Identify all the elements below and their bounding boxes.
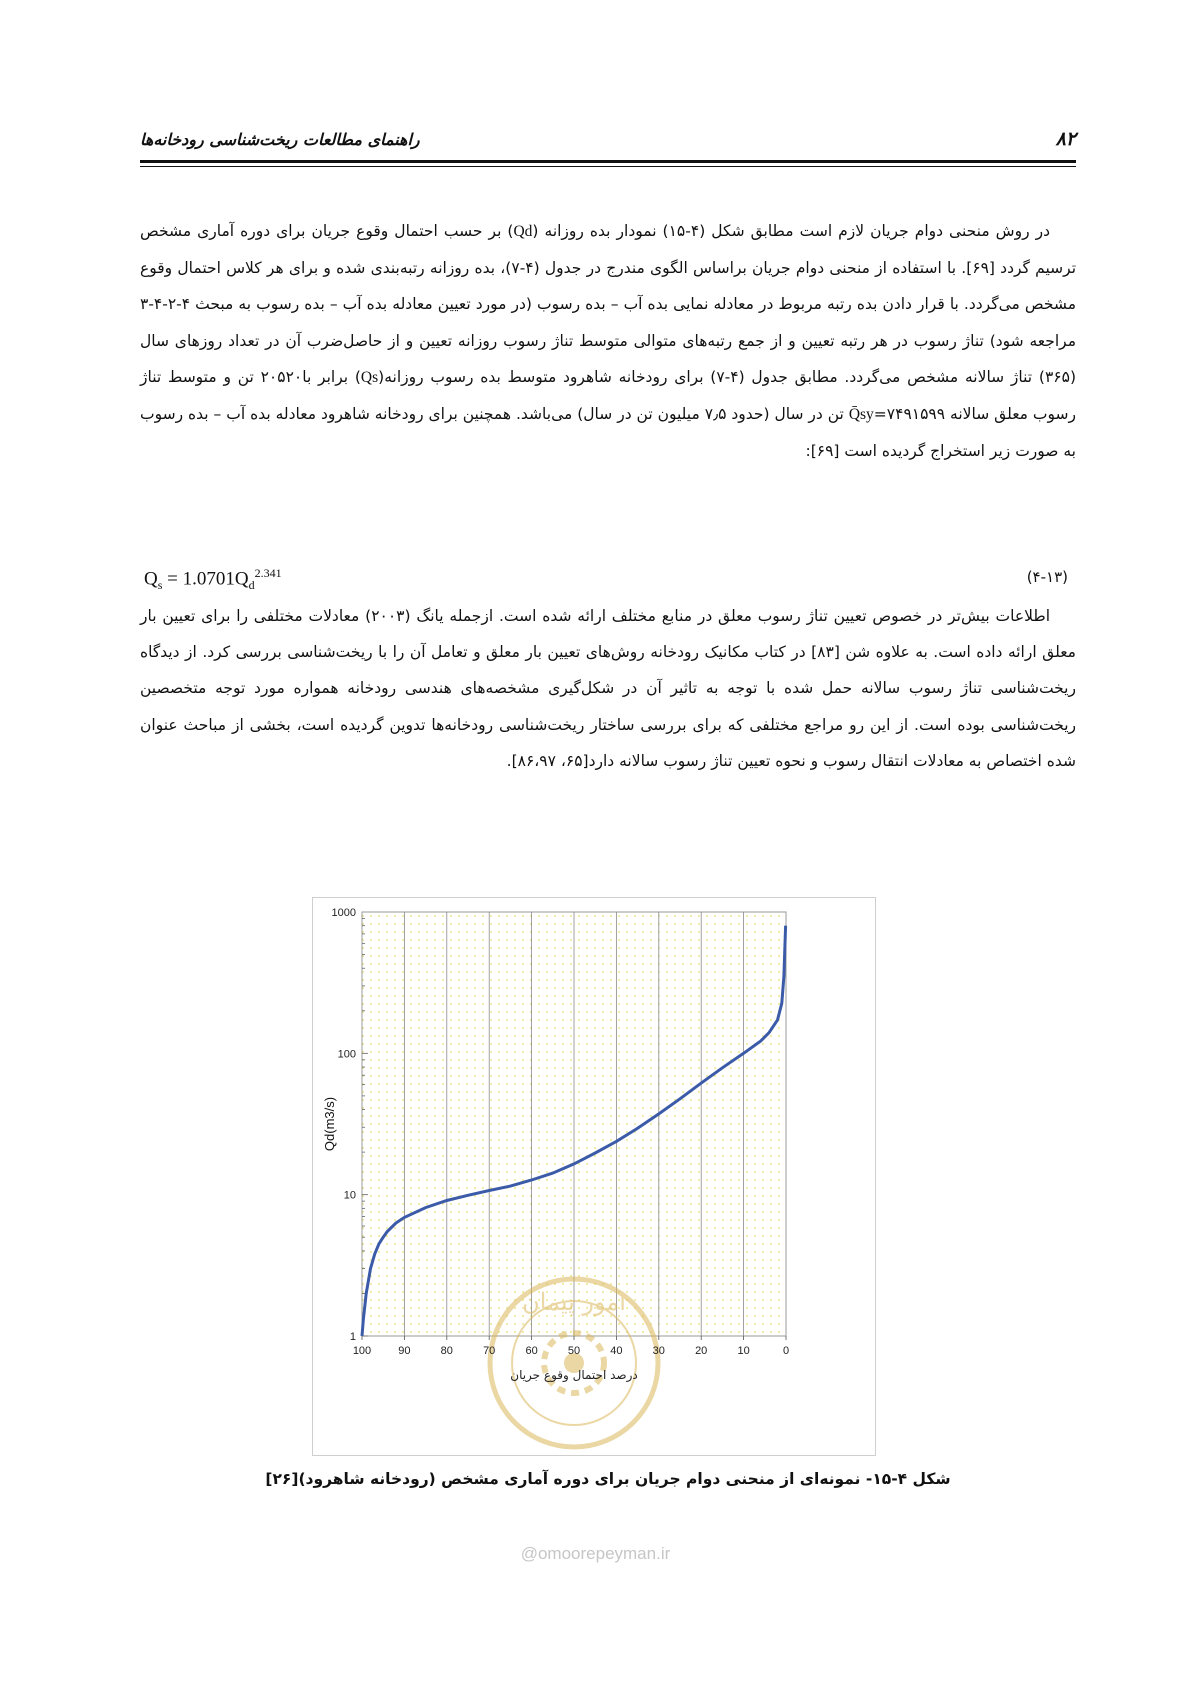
figure-frame — [312, 897, 876, 1456]
watermark-seal-text: امور پیمان — [522, 1288, 626, 1316]
x-axis-label: درصد احتمال وقوع جریان — [510, 1368, 638, 1382]
para2-text: اطلاعات بیش‌تر در خصوص تعیین تناژ رسوب معلق در منابع مختلف ارائه شده است. ازجمله یانگ (۲۰۰۳) معادلات مختلفی را برای تعیین بار معلق ارائه داده است. به علاوه شن [۸۳] در کتاب مکانیک رودخانه روش‌های تعیین بار معلق و تعامل آن را با ریخت‌شناسی بررسی کرد. از دیدگاه ریخت‌شناسی تناژ رسوب سالانه حمل شده با توجه به تاثیر آن در شکل‌گیری مشخصه‌های هندسی رودخانه همواره مورد توجه متخصصین ریخت‌شناسی بوده است. از این رو مراجع مختلفی که برای بررسی ساختار ریخت‌شناسی رودخانه‌ها تدوین گردیده است، بخشی از مباحث عنوان شده اختصاص به معادلات انتقال رسوب و نحوه تعیین تناژ رسوب سالانه دارد[۶۵، ۸۶،۹۷]. — [140, 607, 1076, 770]
y-tick-label: 1 — [349, 1331, 356, 1343]
eq-lhs: Q — [144, 568, 158, 590]
figure-caption: شکل ۴-۱۵- نمونه‌ای از منحنی دوام جریان برای دوره آماری مشخص (رودخانه شاهرود)[۲۶] — [265, 1470, 951, 1488]
x-tick-label: 70 — [483, 1345, 496, 1357]
para1-text-a: در روش منحنی دوام جریان لازم است مطابق شکل (۴-۱۵) نمودار بده روزانه ( — [532, 222, 1050, 240]
x-tick-label: 50 — [567, 1345, 581, 1357]
y-tick-label: 10 — [343, 1189, 356, 1202]
watermark-seal — [490, 1279, 658, 1447]
x-tick-label: 40 — [610, 1345, 623, 1357]
x-tick-label: 60 — [525, 1345, 538, 1357]
x-tick-labels — [353, 1345, 789, 1357]
y-axis-label: Qd(m3/s) — [322, 1096, 337, 1152]
equation-formula — [144, 566, 282, 593]
symbol-qd: Qd — [513, 223, 533, 240]
x-tick-label: 100 — [352, 1345, 372, 1357]
eq-rhs-exponent: 2.341 — [254, 566, 282, 580]
equation-row — [140, 566, 1076, 596]
x-tick-label: 0 — [782, 1345, 790, 1357]
symbol-qs: Qs — [360, 368, 379, 386]
para1-text-d: تن در سال (حدود ۷٫۵ میلیون تن در سال) می‌باشد. همچنین برای رودخانه شاهرود معادله بده آب – بده رسوب به صورت زیر استخراج گردیده است [۶۹]: — [140, 405, 1076, 461]
page-header — [140, 130, 1076, 160]
para1-text-c: ) برابر با۲۰۵۲۰ تن و متوسط تناژ رسوب معلق سالانه ۷۴۹۱۵۹۹= — [140, 367, 1077, 424]
x-tick-label: 30 — [652, 1345, 665, 1357]
running-head-title: راهنمای مطالعات ریخت‌شناسی رودخانه‌ها — [140, 130, 420, 149]
flow-duration-chart — [313, 898, 875, 1455]
x-tick-label: 90 — [398, 1345, 411, 1357]
x-tick-label: 10 — [737, 1345, 750, 1357]
header-rule — [140, 160, 1076, 163]
body-paragraph-2 — [140, 598, 1076, 779]
eq-rhs-sub: d — [248, 578, 255, 593]
x-tick-label: 80 — [440, 1345, 453, 1357]
x-tick-label: 20 — [695, 1345, 708, 1357]
eq-lhs-sub: s — [157, 578, 163, 593]
watermark-url: @omoorepeyman.ir — [520, 1544, 671, 1563]
page-number: ۸۲ — [1055, 128, 1076, 150]
body-paragraph-1 — [140, 213, 1076, 469]
equation-number: (۴-۱۳) — [1026, 568, 1068, 586]
header-rule-thin — [140, 166, 1076, 167]
symbol-qsy: Q̄sy — [848, 406, 874, 424]
y-tick-label: 1000 — [331, 907, 356, 919]
y-tick-label: 100 — [337, 1048, 356, 1061]
eq-rhs: = 1.0701Q — [162, 568, 249, 590]
para1-text-b: ) بر حسب احتمال وقوع جریان برای دوره آماری مشخص ترسیم گردد [۶۹]. با استفاده از منحنی دوام جریان براساس الگوی مندرج در جدول (۴-۷)، بده روزانه رتبه‌بندی شده و برای هر کلاس احتمال وقوع مشخص می‌گردد. با قرار دادن بده رتبه مربوط در معادله نمایی بده آب – بده رسوب (در مورد تعیین معادله بده آب – بده رسوب به مبحث ۴-۲-۴-۳ مراجعه شود) تناژ رسوب در هر رتبه تعیین و از جمع رتبه‌های متوالی متوسط تناژ رسوب روزانه تعیین و از حاصل‌ضرب آن در تعداد روزهای سال (۳۶۵) تناژ سالانه مشخص می‌گردد. مطابق جدول (۴-۷) برای رودخانه شاهرود متوسط بده رسوب روزانه( — [140, 222, 1077, 386]
